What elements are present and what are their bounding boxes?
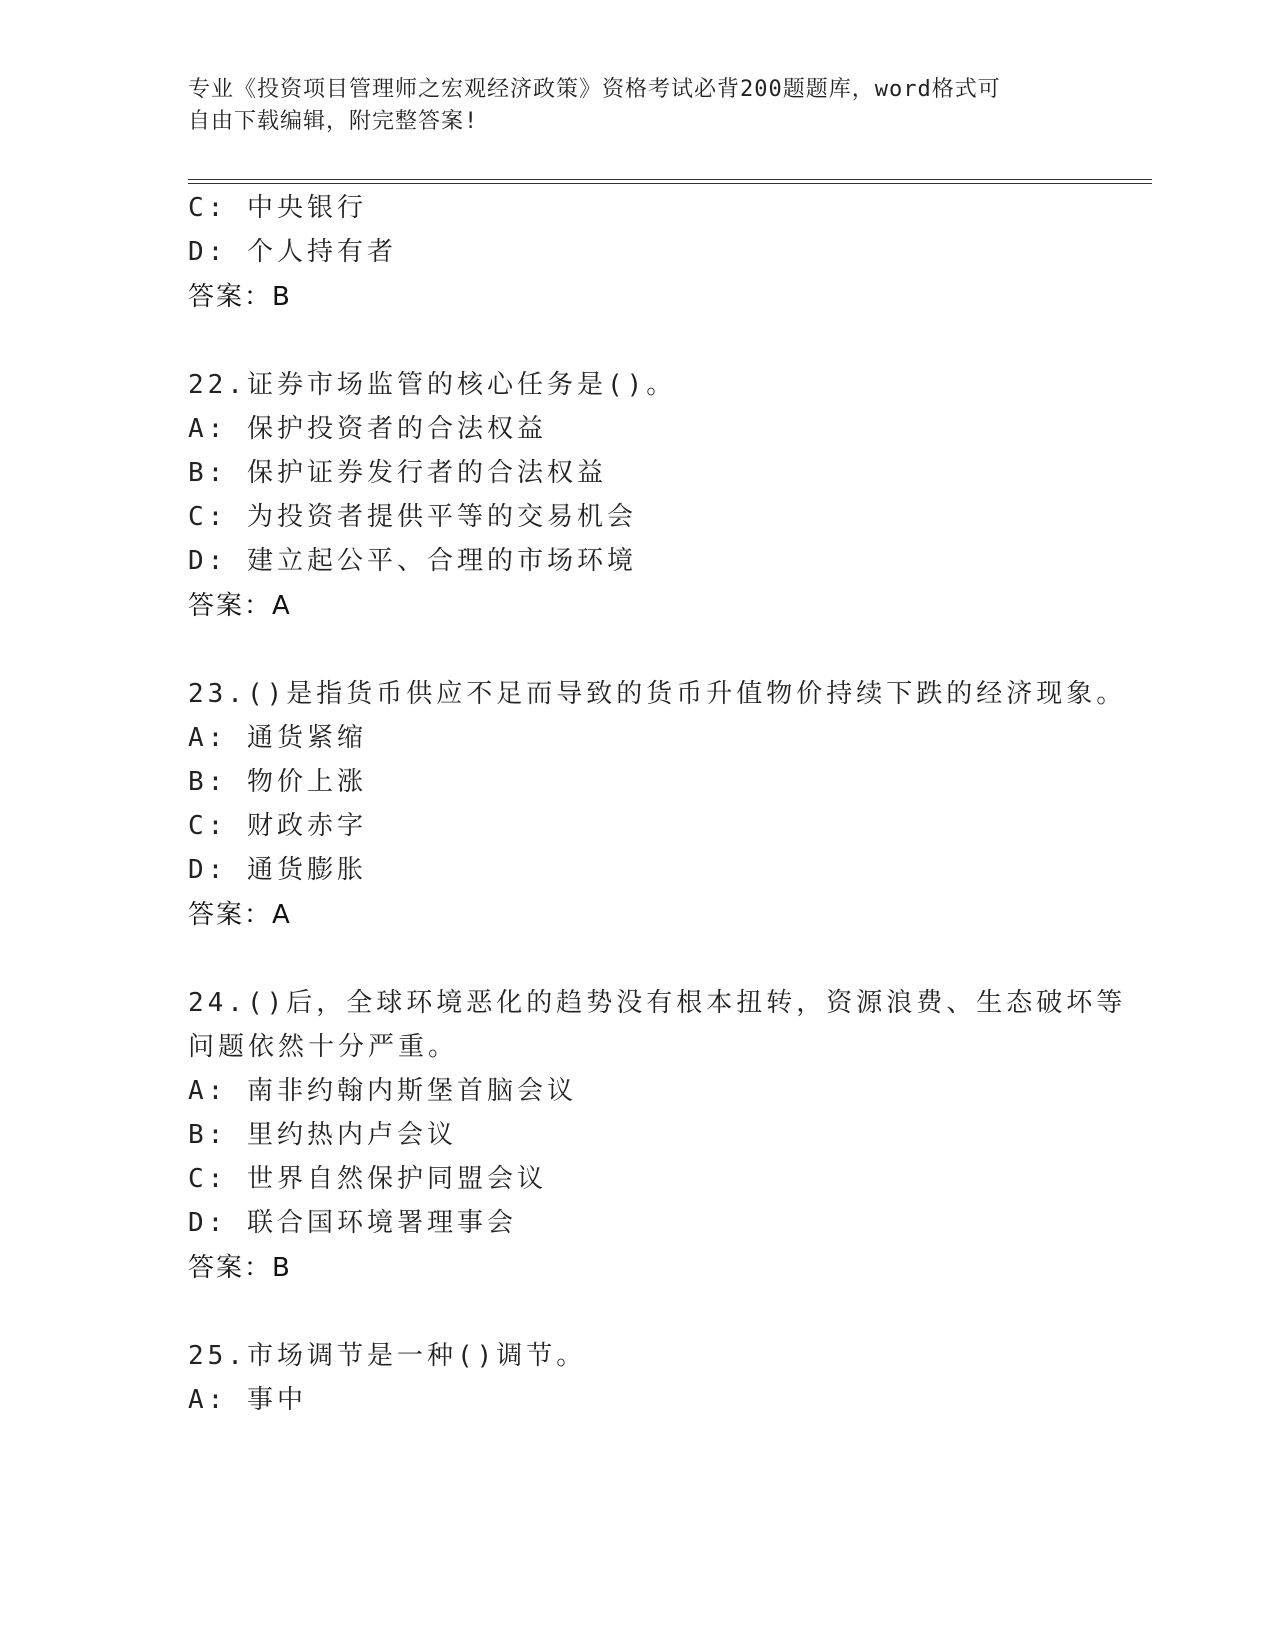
q24-option-d: D: 联合国环境署理事会 bbox=[188, 1208, 517, 1238]
q22-option-d: D: 建立起公平、合理的市场环境 bbox=[188, 546, 637, 576]
q23-option-c: C: 财政赤字 bbox=[188, 811, 367, 841]
document-header bbox=[188, 74, 1088, 138]
q24-option-b: B: 里约热内卢会议 bbox=[188, 1120, 457, 1150]
q23-question: 23.()是指货币供应不足而导致的货币升值物价持续下跌的经济现象。 bbox=[188, 679, 1127, 709]
q24-option-a: A: 南非约翰内斯堡首脑会议 bbox=[188, 1076, 577, 1106]
q24-question-line-2: 问题依然十分严重。 bbox=[188, 1032, 459, 1062]
q25-option-a: A: 事中 bbox=[188, 1385, 307, 1415]
q23-answer: 答案：A bbox=[188, 900, 292, 930]
q24-question-line-1: 24.()后，全球环境恶化的趋势没有根本扭转，资源浪费、生态破坏等 bbox=[188, 988, 1127, 1018]
q22-answer: 答案：A bbox=[188, 591, 292, 621]
header-line-1: 专业《投资项目管理师之宏观经济政策》资格考试必背200题题库，word格式可 bbox=[188, 77, 1001, 102]
q22-question: 22.证券市场监管的核心任务是()。 bbox=[188, 370, 677, 400]
header-line-2: 自由下载编辑，附完整答案! bbox=[188, 109, 479, 134]
q22-option-b: B: 保护证券发行者的合法权益 bbox=[188, 458, 607, 488]
q25-question: 25.市场调节是一种()调节。 bbox=[188, 1341, 587, 1371]
prev-option-c: C: 中央银行 bbox=[188, 193, 367, 223]
q22-option-c: C: 为投资者提供平等的交易机会 bbox=[188, 502, 637, 532]
q23-option-d: D: 通货膨胀 bbox=[188, 855, 367, 885]
header-divider-top bbox=[188, 179, 1152, 180]
q24-answer: 答案：B bbox=[188, 1253, 292, 1283]
q23-option-a: A: 通货紧缩 bbox=[188, 723, 367, 753]
prev-option-d: D: 个人持有者 bbox=[188, 237, 397, 267]
q23-option-b: B: 物价上涨 bbox=[188, 767, 367, 797]
q24-option-c: C: 世界自然保护同盟会议 bbox=[188, 1164, 547, 1194]
header-divider-bottom bbox=[188, 183, 1152, 184]
q22-option-a: A: 保护投资者的合法权益 bbox=[188, 414, 547, 444]
prev-answer: 答案：B bbox=[188, 282, 292, 312]
